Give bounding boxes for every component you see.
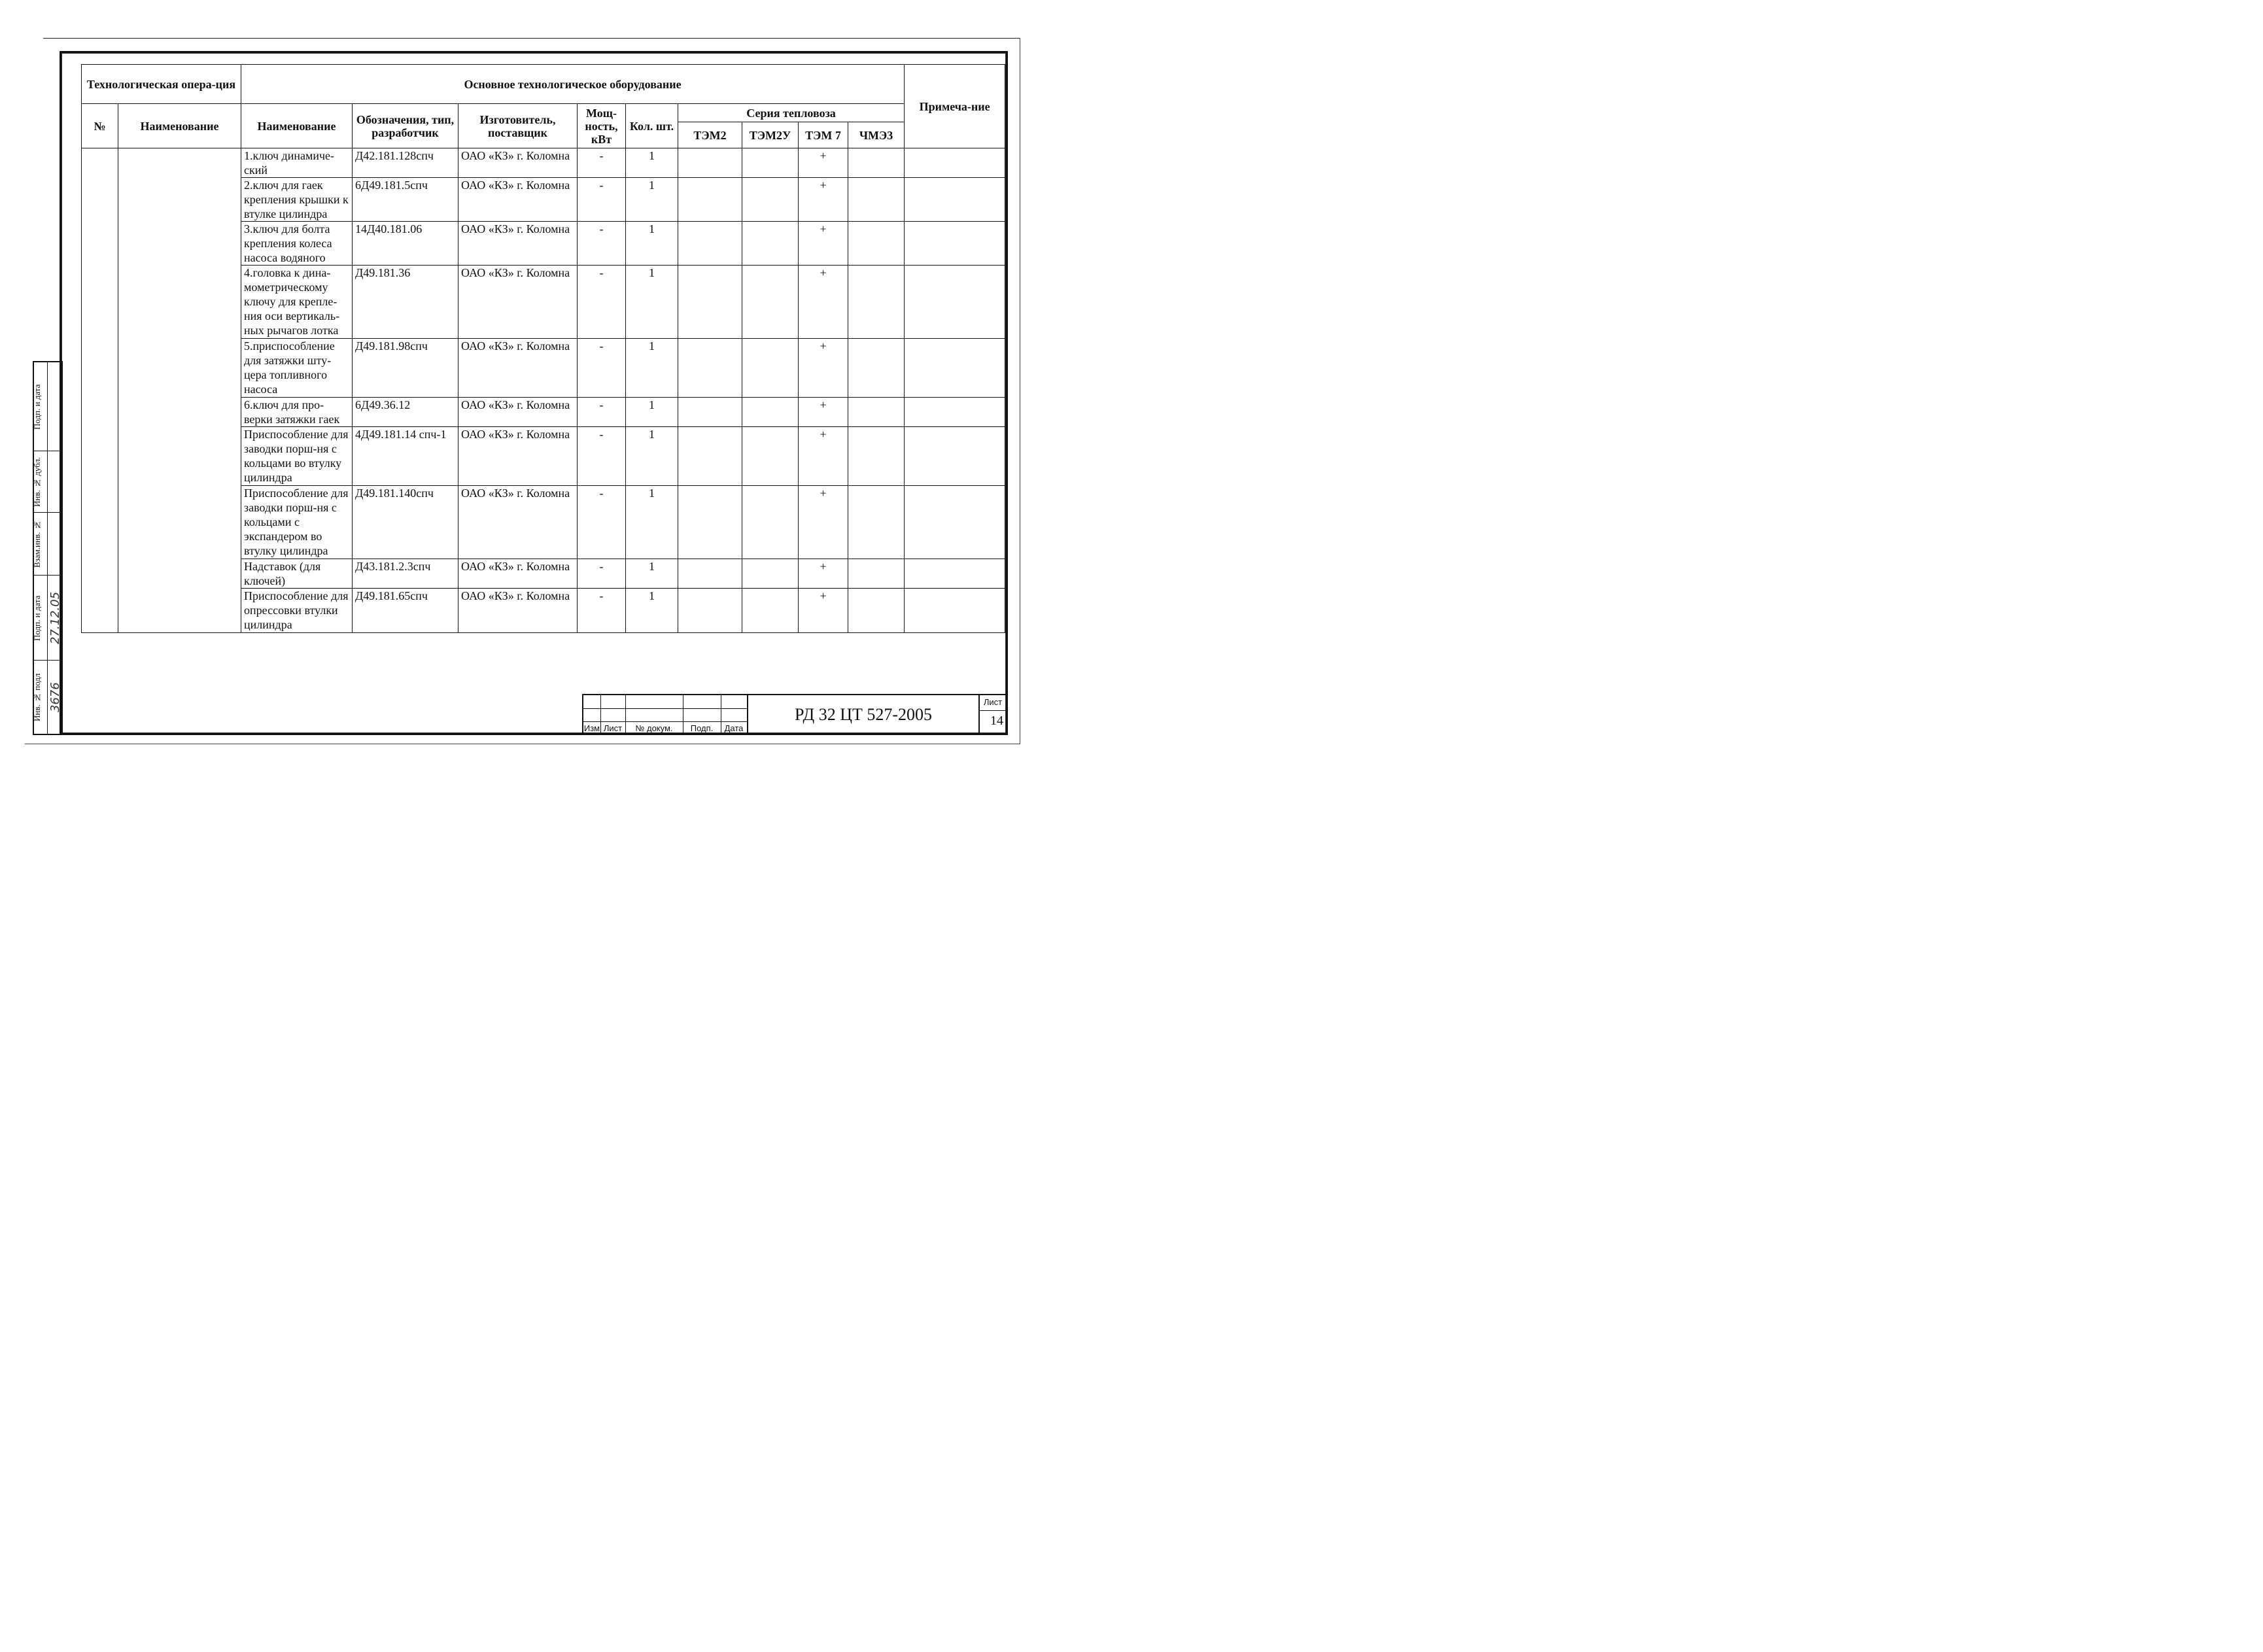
header-qty: Кол. шт.	[626, 104, 678, 148]
tb-list: Лист	[603, 723, 623, 733]
top-border-line	[43, 38, 1020, 39]
eq-qty: 1	[626, 559, 678, 589]
cell-chme3	[848, 486, 905, 559]
cell-tem7: +	[799, 266, 848, 339]
header-note: Примеча-ние	[905, 65, 1005, 148]
cell-tem2u	[742, 589, 799, 633]
eq-name: 2.ключ для гаек крепления крышки к втулке цилиндра	[241, 178, 353, 222]
header-eq-name: Наименование	[241, 104, 353, 148]
cell-note	[905, 266, 1005, 339]
eq-code: Д49.181.98спч	[353, 339, 458, 398]
eq-name: 3.ключ для болта крепления колеса насоса водяного	[241, 222, 353, 266]
eq-code: Д43.181.2.3спч	[353, 559, 458, 589]
cell-tem7: +	[799, 427, 848, 486]
sheet-label: Лист	[980, 697, 1006, 711]
eq-power: -	[578, 339, 626, 398]
eq-code: 6Д49.36.12	[353, 398, 458, 427]
eq-power: -	[578, 559, 626, 589]
cell-tem7: +	[799, 339, 848, 398]
header-op-name: Наименование	[118, 104, 241, 148]
cell-tem2u	[742, 222, 799, 266]
eq-qty: 1	[626, 178, 678, 222]
eq-maker: ОАО «КЗ» г. Коломна	[458, 427, 578, 486]
header-series-tem2u: ТЭМ2У	[742, 122, 799, 148]
eq-power: -	[578, 178, 626, 222]
eq-name: 1.ключ динамиче-ский	[241, 148, 353, 178]
header-power: Мощ-ность, кВт	[578, 104, 626, 148]
cell-tem2u	[742, 178, 799, 222]
document-code: РД 32 ЦТ 527-2005	[794, 704, 933, 724]
eq-maker: ОАО «КЗ» г. Коломна	[458, 266, 578, 339]
cell-tem2	[678, 148, 742, 178]
cell-tem2u	[742, 339, 799, 398]
tb-izm: Изм	[583, 723, 600, 733]
cell-tem7: +	[799, 222, 848, 266]
eq-qty: 1	[626, 398, 678, 427]
eq-qty: 1	[626, 589, 678, 633]
header-series: Серия тепловоза	[678, 104, 905, 122]
cell-tem7: +	[799, 148, 848, 178]
eq-name: 6.ключ для про-верки затяжки гаек	[241, 398, 353, 427]
eq-name: 5.приспособление для затяжки шту-цера топливного насоса	[241, 339, 353, 398]
op-name-cell	[118, 148, 241, 633]
header-num: №	[82, 104, 118, 148]
eq-name: Приспособление для заводки порш-ня с кольцами с экспандером во втулку цилиндра	[241, 486, 353, 559]
cell-tem2	[678, 178, 742, 222]
eq-code: Д49.181.140спч	[353, 486, 458, 559]
cell-note	[905, 178, 1005, 222]
cell-chme3	[848, 427, 905, 486]
cell-note	[905, 398, 1005, 427]
side-label-sign-date: Подп. и дата	[32, 384, 42, 430]
eq-power: -	[578, 148, 626, 178]
cell-tem2	[678, 559, 742, 589]
eq-code: Д42.181.128спч	[353, 148, 458, 178]
cell-tem2u	[742, 148, 799, 178]
header-series-tem7: ТЭМ 7	[799, 122, 848, 148]
cell-tem2	[678, 266, 742, 339]
eq-qty: 1	[626, 222, 678, 266]
eq-power: -	[578, 398, 626, 427]
cell-tem2	[678, 339, 742, 398]
eq-qty: 1	[626, 339, 678, 398]
eq-maker: ОАО «КЗ» г. Коломна	[458, 339, 578, 398]
cell-tem7: +	[799, 589, 848, 633]
header-op-group: Технологическая опера-ция	[82, 65, 241, 104]
tb-date: Дата	[724, 723, 744, 733]
cell-note	[905, 486, 1005, 559]
side-label-replace-inv: Взам.инв. №	[32, 520, 42, 568]
eq-name: Надставок (для ключей)	[241, 559, 353, 589]
op-num-cell	[82, 148, 118, 633]
cell-tem2	[678, 427, 742, 486]
eq-name: Приспособление для опрессовки втулки цилиндра	[241, 589, 353, 633]
cell-note	[905, 559, 1005, 589]
eq-qty: 1	[626, 486, 678, 559]
side-label-sign-date-2: Подп. и дата	[32, 595, 42, 641]
cell-tem7: +	[799, 398, 848, 427]
eq-power: -	[578, 266, 626, 339]
cell-note	[905, 427, 1005, 486]
cell-tem2u	[742, 559, 799, 589]
eq-code: 4Д49.181.14 спч-1	[353, 427, 458, 486]
table-row	[82, 148, 1005, 178]
tb-doc: № докум.	[635, 723, 673, 733]
cell-chme3	[848, 222, 905, 266]
eq-power: -	[578, 427, 626, 486]
side-stamp	[33, 361, 63, 735]
cell-chme3	[848, 148, 905, 178]
cell-chme3	[848, 266, 905, 339]
title-block	[582, 694, 1006, 734]
cell-tem2	[678, 222, 742, 266]
cell-tem2	[678, 486, 742, 559]
header-series-tem2: ТЭМ2	[678, 122, 742, 148]
cell-tem2u	[742, 266, 799, 339]
eq-code: Д49.181.65спч	[353, 589, 458, 633]
eq-maker: ОАО «КЗ» г. Коломна	[458, 222, 578, 266]
eq-maker: ОАО «КЗ» г. Коломна	[458, 148, 578, 178]
header-manufacturer: Изготовитель, поставщик	[458, 104, 578, 148]
cell-tem7: +	[799, 178, 848, 222]
eq-qty: 1	[626, 148, 678, 178]
cell-chme3	[848, 178, 905, 222]
cell-tem2	[678, 398, 742, 427]
cell-note	[905, 339, 1005, 398]
cell-tem2	[678, 589, 742, 633]
eq-maker: ОАО «КЗ» г. Коломна	[458, 589, 578, 633]
tb-sign: Подп.	[690, 723, 714, 733]
cell-chme3	[848, 339, 905, 398]
sheet-number: 14	[990, 714, 1003, 728]
eq-maker: ОАО «КЗ» г. Коломна	[458, 559, 578, 589]
cell-note	[905, 148, 1005, 178]
eq-qty: 1	[626, 266, 678, 339]
eq-maker: ОАО «КЗ» г. Коломна	[458, 486, 578, 559]
cell-tem7: +	[799, 559, 848, 589]
eq-power: -	[578, 222, 626, 266]
header-designation: Обозначения, тип, разработчик	[353, 104, 458, 148]
eq-qty: 1	[626, 427, 678, 486]
cell-tem2u	[742, 427, 799, 486]
cell-note	[905, 222, 1005, 266]
handwritten-inv-number: 3676	[48, 682, 62, 712]
eq-name: Приспособление для заводки порш-ня с кольцами во втулку цилиндра	[241, 427, 353, 486]
cell-chme3	[848, 559, 905, 589]
handwritten-date: 27.12.05	[48, 591, 62, 645]
sheet-box	[978, 695, 1006, 734]
cell-chme3	[848, 398, 905, 427]
eq-code: 6Д49.181.5спч	[353, 178, 458, 222]
side-label-orig-inv: Инв. № подл	[32, 673, 42, 721]
cell-tem2u	[742, 398, 799, 427]
eq-name: 4.головка к дина-мометрическому ключу для крепле-ния оси вертикаль-ных рычагов лотка	[241, 266, 353, 339]
eq-power: -	[578, 486, 626, 559]
cell-chme3	[848, 589, 905, 633]
header-equipment-group: Основное технологическое оборудование	[241, 65, 905, 104]
header-series-chme3: ЧМЭ3	[848, 122, 905, 148]
cell-note	[905, 589, 1005, 633]
eq-code: 14Д40.181.06	[353, 222, 458, 266]
equipment-table	[81, 64, 1005, 633]
eq-maker: ОАО «КЗ» г. Коломна	[458, 178, 578, 222]
cell-tem2u	[742, 486, 799, 559]
eq-code: Д49.181.36	[353, 266, 458, 339]
eq-power: -	[578, 589, 626, 633]
side-label-dup-inv: Инв. № дубл.	[32, 456, 42, 508]
eq-maker: ОАО «КЗ» г. Коломна	[458, 398, 578, 427]
cell-tem7: +	[799, 486, 848, 559]
